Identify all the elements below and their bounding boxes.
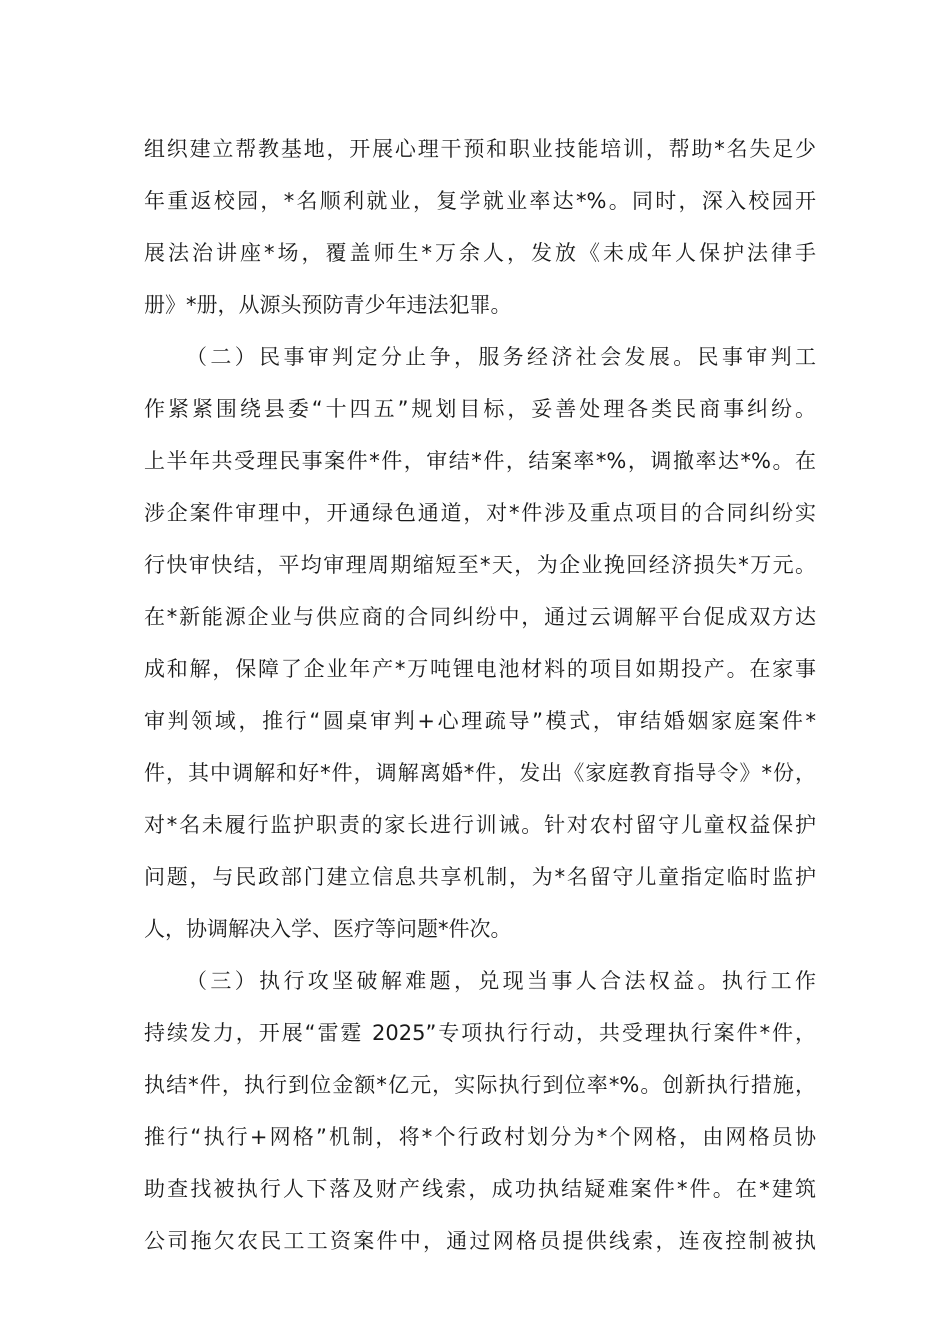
paragraph-1-line-4: 册》*册，从源头预防青少年违法犯罪。 [144, 293, 512, 317]
paragraph-2-line-2: 作紧紧围绕县委“十四五”规划目标，妥善处理各类民商事纠纷。 [144, 397, 816, 421]
paragraph-2-line-10: 对*名未履行监护职责的家长进行训诫。针对农村留守儿童权益保护 [144, 813, 816, 837]
paragraph-1-line-1: 组织建立帮教基地，开展心理干预和职业技能培训，帮助*名失足少 [144, 137, 816, 161]
paragraph-2-line-7: 成和解，保障了企业年产*万吨锂电池材料的项目如期投产。在家事 [144, 657, 816, 681]
paragraph-3-line-3: 执结*件，执行到位金额*亿元，实际执行到位率*%。创新执行措施， [144, 1073, 816, 1097]
paragraph-2-line-8: 审判领域，推行“圆桌审判+心理疏导”模式，审结婚姻家庭案件* [144, 709, 816, 733]
paragraph-2-line-1: （二）民事审判定分止争，服务经济社会发展。民事审判工 [186, 345, 816, 369]
paragraph-2-line-4: 涉企案件审理中，开通绿色通道，对*件涉及重点项目的合同纠纷实 [144, 501, 816, 525]
paragraph-2-line-9: 件，其中调解和好*件，调解离婚*件，发出《家庭教育指导令》*份， [144, 761, 816, 785]
paragraph-3-line-4: 推行“执行+网格”机制，将*个行政村划分为*个网格，由网格员协 [144, 1125, 816, 1149]
paragraph-3-line-6: 公司拖欠农民工工资案件中，通过网格员提供线索，连夜控制被执 [144, 1229, 816, 1253]
paragraph-1-line-3: 展法治讲座*场，覆盖师生*万余人，发放《未成年人保护法律手 [144, 241, 816, 265]
paragraph-2-line-5: 行快审快结，平均审理周期缩短至*天，为企业挽回经济损失*万元。 [144, 553, 816, 577]
paragraph-3-line-1: （三）执行攻坚破解难题，兑现当事人合法权益。执行工作 [186, 969, 816, 993]
paragraph-2-line-12: 人，协调解决入学、医疗等问题*件次。 [144, 917, 512, 941]
paragraph-2-line-11: 问题，与民政部门建立信息共享机制，为*名留守儿童指定临时监护 [144, 865, 816, 889]
paragraph-3-line-5: 助查找被执行人下落及财产线索，成功执结疑难案件*件。在*建筑 [144, 1177, 816, 1201]
paragraph-1-line-2: 年重返校园，*名顺利就业，复学就业率达*%。同时，深入校园开 [144, 189, 816, 213]
paragraph-2-line-6: 在*新能源企业与供应商的合同纠纷中，通过云调解平台促成双方达 [144, 605, 816, 629]
paragraph-2-line-3: 上半年共受理民事案件*件，审结*件，结案率*%，调撤率达*%。在 [144, 449, 816, 473]
paragraph-3-line-2: 持续发力，开展“雷霆 2025”专项执行行动，共受理执行案件*件， [144, 1021, 816, 1045]
